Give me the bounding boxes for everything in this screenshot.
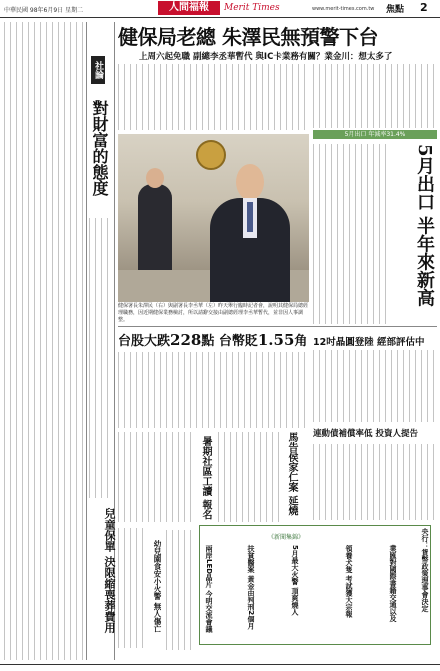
footer-rule [0,664,440,665]
wafer-headline: 12吋晶圓登陸 經部評估中 [313,337,425,348]
main-subheadline: 上周六起免職 副總李丞華暫代 與IC卡業務有關？業金川：想太多了 [139,52,393,62]
news-photo [118,134,309,302]
brief-item: 業匯對國際書籍交通以及 [389,545,397,622]
page-header [0,0,440,18]
export-bar: 5月出口 年減率31.4% [313,130,437,139]
stock-headline: 台股大跌228點 台幣貶1.55角 [118,331,308,349]
main-story-text [118,64,309,130]
mid-text-1 [118,432,192,522]
export-text [313,144,389,324]
emblem-icon [196,140,226,170]
editorial-tag: 社論 [91,56,105,84]
photo-caption: 健保署長朱澤民（右）與副署長李丞華（左）昨天舉行臨時記者會，說明其健保局總經理職務，因近期健保業務檢討，所以請辭交接由副總經理李丞華暫代，並非因人事調整。 [118,303,309,323]
section-rule [118,326,437,327]
may-fire-headline: 5月最大火警 頂爽燒人 [291,545,299,616]
mid-text-2 [218,432,280,522]
issue-date: 中華民國 98年6月9日 星期二 [4,7,84,14]
bond-headline: 連動債補償率低 投資人提告 [313,429,418,439]
kindergarten-headline: 幼兒園食安小火警 無人傷亡 [153,540,162,633]
kids-policy-headline: 兒童保單 決限縮喪葬費用 [103,508,116,633]
news-brief-tag: 《新聞集錦》 [268,534,305,541]
adopt-headline: 領養犬隻 考試獲大宗報 [345,545,353,618]
editorial-text [89,218,113,498]
lower-text-1 [166,530,194,650]
section-name: 焦點 [386,5,405,15]
export-headline: 5月出口 半年來新高 [414,144,435,307]
ma-headline: 馬告侯家仁案 延燒 [286,432,297,516]
central-bank-headline: 央行：貨幣政策理事會決定 [421,528,429,612]
masthead-logo: 人間福報 [158,1,220,15]
summer-headline: 暑期社區工讀 報名 [200,436,211,520]
main-story-text-right [313,64,437,128]
photo-person-right [210,198,290,302]
stock-text [118,352,309,428]
kids-text [118,528,148,648]
page-number: 2 [420,1,428,14]
led-headline: 兩岸LED晶片 今明交流會議 [205,545,213,633]
left-column-text [4,22,84,660]
main-headline: 健保局老總 朱澤民無預警下台 [118,25,378,49]
masthead-english: Merit Times [224,3,280,13]
bond-text [313,444,437,520]
editorial-title: 對財富的態度 [90,100,109,196]
site-url: www.merit-times.com.tw [312,6,375,12]
wafer-text [313,350,437,422]
bribe-headline: 扶貧醫案 黃金由判刑2個月 [247,545,255,630]
